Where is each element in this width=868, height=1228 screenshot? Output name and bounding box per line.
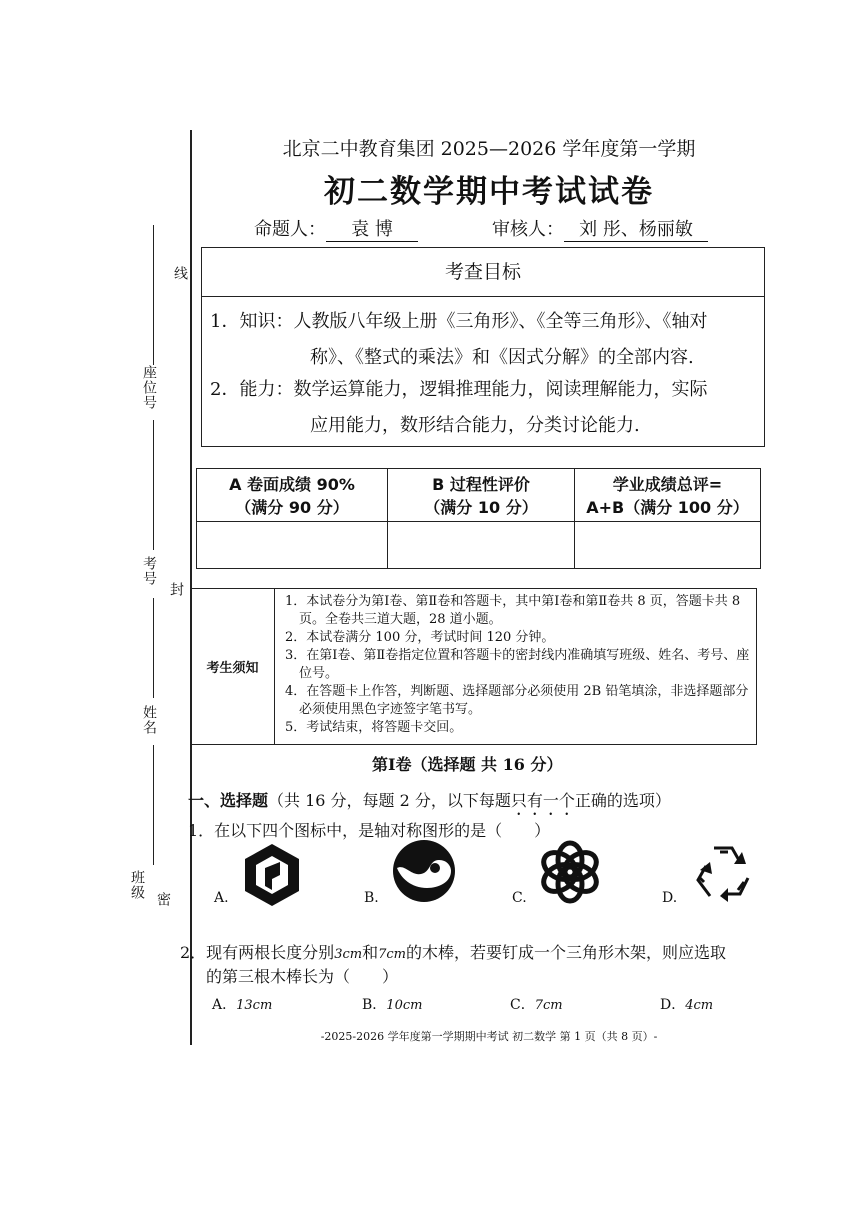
section-heading [188,788,671,819]
exam-no-label: 考号 [141,556,157,586]
score-cell-b [388,522,575,569]
score-header-c-line1: 学业成绩总评= [612,475,723,494]
q2-option-a-label: A． [212,997,237,1013]
goals-heading: 考查目标 [202,248,764,297]
score-header-b-line2: （满分 10 分） [424,498,538,517]
q2-text-b: 和 [362,943,379,962]
q1-option-b-label: B. [364,890,379,906]
q2-option-d-label: D． [660,997,686,1013]
score-header-c-line2: A+B（满分 100 分） [586,498,749,517]
section-heading-emphasis: 只有一个 [510,791,575,810]
name-label: 姓名 [141,705,157,735]
q2-text-c: 的木棒，若要钉成一个三角形木架，则应选取 [405,943,726,962]
q1-option-c-label: C. [512,890,527,906]
knot-logo-icon [538,840,602,908]
setter-label: 命题人： [254,219,326,240]
score-header-b [388,469,575,522]
page-footer: -2025-2026 学年度第一学期期中考试 初二数学 第 1 页（共 8 页）- [320,1030,658,1043]
score-header-c [575,469,761,522]
score-cell-c [575,522,761,569]
name-blank-line [153,598,154,698]
q2-option-d-value: 4cm [685,998,714,1013]
hexagon-logo-icon [243,842,301,912]
q2-length-2: 7cm [378,947,406,962]
q2-option-c [510,994,563,1014]
q2-option-c-value: 7cm [534,998,563,1013]
q1-option-d-label: D. [662,890,678,906]
exam-title: 初二数学期中考试试卷 [324,174,654,210]
notice-label: 考生须知 [191,589,275,744]
notice-item: 5．考试结束，将答题卡交回。 [285,720,463,735]
score-header-a-line2: （满分 90 分） [235,498,349,517]
section-heading-rest: （共 16 分，每题 2 分，以下每题 [268,791,511,810]
notice-item: 4．在答题卡上作答，判断题、选择题部分必须使用 2B 铅笔填涂，非选择题部分必须使用黑色字迹签字笔书写。 [285,684,749,717]
q2-option-b [362,994,422,1014]
score-header-a [197,469,388,522]
seal-mark: 封 [168,582,184,597]
class-label: 班级 [129,870,145,900]
goals-box [201,247,765,447]
q1-option-a-label: A. [214,890,229,906]
goal-item-1-line-1: 1．知识：人教版八年级上册《三角形》、《全等三角形》、《轴对 [210,311,708,332]
q2-option-b-value: 10cm [386,998,423,1013]
q2-option-a [212,994,272,1014]
school-term-line: 北京二中教育集团 2025—2026 学年度第一学期 [282,138,696,160]
section-heading-end: 正确的选项） [574,791,671,810]
notice-list [281,593,750,737]
score-cell-a [197,522,388,569]
reviewer-name: 刘 彤、杨丽敏 [564,215,708,242]
notice-item: 2．本试卷满分 100 分，考试时间 120 分钟。 [285,630,555,645]
seat-blank-line [153,225,154,365]
candidate-notice [190,588,757,745]
question-2-line-2: 的第三根木棒长为（ ） [206,967,399,986]
question-1-text: 1．在以下四个图标中，是轴对称图形的是（ ） [188,821,551,840]
question-2-line-1 [180,940,726,963]
reviewer-label: 审核人： [492,219,564,240]
part-one-title: 第Ⅰ卷（选择题 共 16 分） [372,755,563,774]
q2-text-a: 2．现有两根长度分别 [180,943,335,962]
notice-item: 1．本试卷分为第Ⅰ卷、第Ⅱ卷和答题卡，其中第Ⅰ卷和第Ⅱ卷共 8 页，答题卡共 8 页。全卷共三道大题，28 道小题。 [285,594,741,627]
seat-label: 座位号 [141,365,157,410]
recycle-icon [690,840,756,910]
goal-item-2-line-1: 2．能力：数学运算能力，逻辑推理能力，阅读理解能力，实际 [210,379,708,400]
wave-circle-logo-icon [391,838,457,908]
setter-row [254,215,418,242]
score-header-a-line1: A 卷面成绩 90% [229,475,355,494]
class-blank-line [153,745,154,865]
q2-option-d [660,994,713,1014]
q2-option-c-label: C． [510,997,535,1013]
goal-item-1-line-2: 称》、《整式的乘法》和《因式分解》的全部内容. [310,347,694,368]
exam-no-blank-line [153,420,154,550]
notice-item: 3．在第Ⅰ卷、第Ⅱ卷指定位置和答题卡的密封线内准确填写班级、姓名、考号、座位号。 [285,648,750,681]
goal-item-2-line-2: 应用能力，数形结合能力，分类讨论能力. [310,415,640,436]
secret-mark: 密 [155,892,171,907]
section-heading-bold: 一、选择题 [188,791,269,810]
q2-option-b-label: B． [362,997,387,1013]
score-table [196,468,761,569]
line-mark: 线 [172,266,188,281]
setter-name: 袁 博 [326,215,418,242]
score-header-b-line1: B 过程性评价 [432,475,530,494]
q2-option-a-value: 13cm [236,998,273,1013]
reviewer-row [492,215,708,242]
q2-length-1: 3cm [334,947,363,962]
